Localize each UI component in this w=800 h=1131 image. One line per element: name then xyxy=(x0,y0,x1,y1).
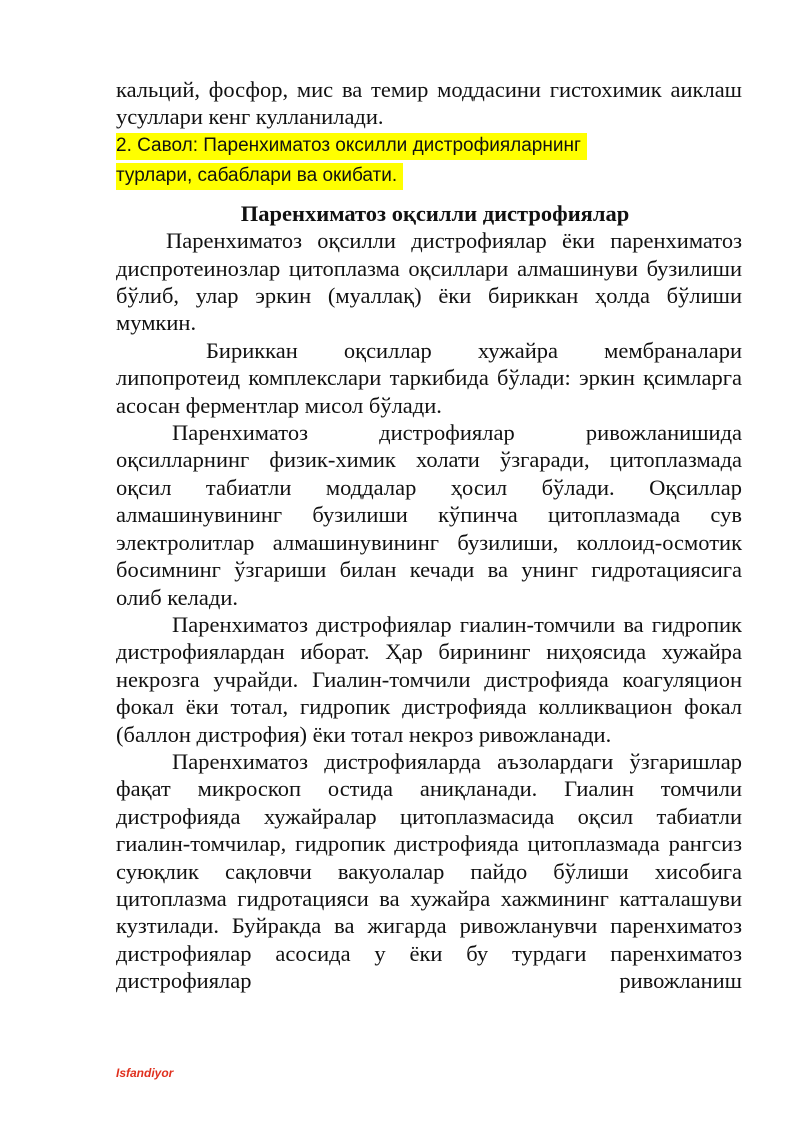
section-title: Паренхиматоз оқсилли дистрофиялар xyxy=(240,200,630,226)
question-line-1: 2. Савол: Паренхиматоз оксилли дистрофияларнинг xyxy=(116,133,587,160)
body-paragraph-1: Паренхиматоз оқсилли дистрофиялар ёки паренхиматоз диспротеинозлар цитоплазма оқсиллари алмашинуви бузилиши бўлиб, улар эркин (муаллақ) ёки бириккан ҳолда бўлиши мумкин. xyxy=(116,228,742,336)
footer-signature: Isfandiyor xyxy=(116,1066,174,1080)
intro-paragraph: кальций, фосфор, мис ва темир моддасини гистохимик аиклаш усуллари кенг кулланилади. xyxy=(116,77,742,130)
body-paragraph-4: Паренхиматоз дистрофиялар гиалин-томчили ва гидропик дистрофиялардан иборат. Ҳар бирининг ниҳоясида хужайра некрозга учрайди. Гиалин-томчили дистрофияда коагуляцион фокал ёки тотал, гидропик дистрофияда колликвацион фокал (баллон дистрофия) ёки тотал некроз ривожланади. xyxy=(116,611,742,747)
question-heading xyxy=(116,131,742,192)
body-paragraph-3: Паренхиматоз дистрофиялар ривожланишида оқсилларнинг физик-химик холати ўзгаради, цитоплазмада оқсил табиатли моддалар ҳосил бўлади. Оқсиллар алмашинувининг бузилиши кўпинча цитоплазмада сув электролитлар алмашинувининг бузилиши, коллоид-осмотик босимнинг ўзгариши билан кечади ва унинг гидротациясига олиб келади. xyxy=(116,420,742,610)
question-line-2: турлари, сабаблари ва окибати. xyxy=(116,163,403,190)
body-paragraph-5: Паренхиматоз дистрофияларда аъзолардаги ўзгаришлар фақат микроскоп остида аниқланади. Гиалин томчили дистрофияда хужайралар цитоплазмасида оқсил табиатли гиалин-томчилар, гидропик дистрофияда цитоплазмада рангсиз суюқлик сақловчи вакуолалар пайдо бўлиши хисобига цитоплазма гидротацияси ва хужайра хажмининг катталашуви кузтилади. Буйракда ва жигарда ривожланувчи паренхиматоз дистрофиялар асосида у ёки бу турдаги паренхиматоз дистрофиялар ривожланиш xyxy=(116,748,742,994)
document-page xyxy=(116,76,742,995)
body-paragraph-2: Бириккан оқсиллар хужайра мембраналари липопротеид комплекслари таркибида бўлади: эркин қсимларга асосан ферментлар мисол бўлади. xyxy=(116,337,742,418)
